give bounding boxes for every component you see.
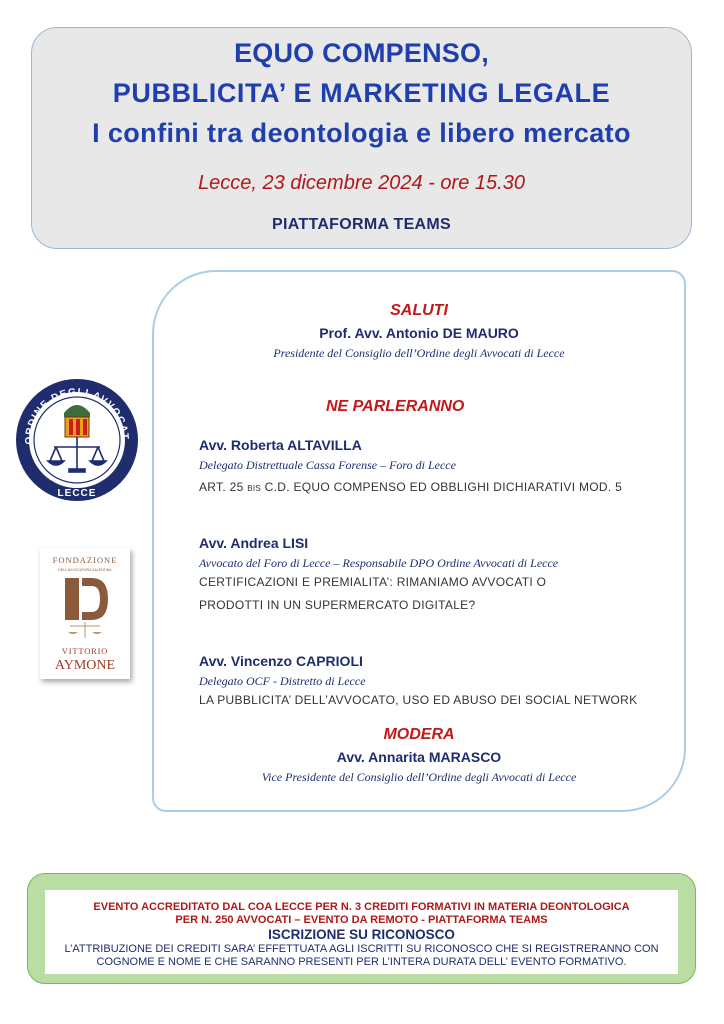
speaker-1-topic-prefix: ART. 25 — [199, 480, 248, 494]
crest-icon — [64, 405, 90, 437]
speaker-3-name: Avv. Vincenzo CAPRIOLI — [199, 653, 363, 669]
title-line-2: PUBBLICITA’ E MARKETING LEGALE — [112, 78, 611, 108]
accredit-line-1: EVENTO ACCREDITATO DAL COA LECCE PER N. 3 CREDITI FORMATIVI IN MATERIA DEONTOLOGICA — [93, 901, 630, 913]
saluti-heading: SALUTI — [390, 302, 448, 319]
speaker-1-topic-small: BIS — [247, 484, 261, 493]
ordine-ring-text: ORDINE DEGLI AVVOCAT — [23, 386, 131, 445]
footer-box — [27, 873, 696, 984]
speaker-3-topic: LA PUBBLICITA’ DELL’AVVOCATO, USO ED ABUSO DEI SOCIAL NETWORK — [199, 693, 638, 707]
fondazione-logo-graphic — [40, 548, 130, 679]
speaker-1-name: Avv. Roberta ALTAVILLA — [199, 437, 362, 453]
ordine-city-text: LECCE — [57, 488, 97, 499]
fondazione-label: FONDAZIONE — [52, 555, 118, 565]
speaker-1-role: Delegato Distrettuale Cassa Forense – Foro di Lecce — [199, 458, 456, 472]
modera-name: Avv. Annarita MARASCO — [336, 749, 502, 765]
speaker-2-topic-line-2: PRODOTTI IN UN SUPERMERCATO DIGITALE? — [199, 598, 476, 612]
event-date-time: Lecce, 23 dicembre 2024 - ore 15.30 — [198, 172, 525, 194]
fondazione-name-2: AYMONE — [54, 658, 116, 673]
accredit-line-2: PER N. 250 AVVOCATI – EVENTO DA REMOTO - PIATTAFORMA TEAMS — [175, 914, 548, 926]
title-line-3: I confini tra deontologia e libero mercato — [92, 118, 631, 148]
saluti-name: Prof. Avv. Antonio DE MAURO — [319, 325, 519, 341]
event-platform: PIATTAFORMA TEAMS — [271, 216, 451, 233]
speakers-heading: NE PARLERANNO — [326, 398, 465, 415]
fondazione-aymone-logo — [40, 548, 130, 679]
credits-note-line-1: L’ATTRIBUZIONE DEI CREDITI SARA’ EFFETTUATA AGLI ISCRITTI SU RICONOSCO CHE SI REGISTRERANNO CON — [64, 943, 659, 955]
fondazione-emblem-icon — [65, 578, 108, 638]
footer-inner — [45, 890, 678, 974]
fondazione-sub: DELL'AVVOCATURA SALENTINA — [58, 568, 112, 572]
registration-line: ISCRIZIONE SU RICONOSCO — [268, 927, 455, 942]
speaker-2-topic-line-1: CERTIFICAZIONI E PREMIALITA’: RIMANIAMO AVVOCATI O — [199, 575, 547, 589]
ordine-avvocati-logo — [14, 377, 140, 503]
speaker-1-topic-suffix: C.D. EQUO COMPENSO ED OBBLIGHI DICHIARATIVI MOD. 5 — [261, 480, 623, 494]
speaker-3-role: Delegato OCF - Distretto di Lecce — [199, 674, 366, 688]
speaker-1-topic — [199, 475, 622, 501]
title-line-1: EQUO COMPENSO, — [234, 38, 489, 68]
modera-heading: MODERA — [383, 726, 455, 743]
speaker-2-role: Avvocato del Foro di Lecce – Responsabile DPO Ordine Avvocati di Lecce — [199, 556, 559, 570]
credits-note-line-2: COGNOME E NOME E CHE SARANNO PRESENTI PER L’INTERA DURATA DELL’ EVENTO FORMATIVO. — [96, 956, 627, 968]
modera-role: Vice Presidente del Consiglio dell’Ordine degli Avvocati di Lecce — [261, 770, 577, 784]
fondazione-name-1: VITTORIO — [61, 646, 109, 656]
speaker-2-name: Avv. Andrea LISI — [199, 535, 309, 551]
header-box — [31, 27, 692, 249]
saluti-role: Presidente del Consiglio dell’Ordine degli Avvocati di Lecce — [273, 346, 565, 360]
